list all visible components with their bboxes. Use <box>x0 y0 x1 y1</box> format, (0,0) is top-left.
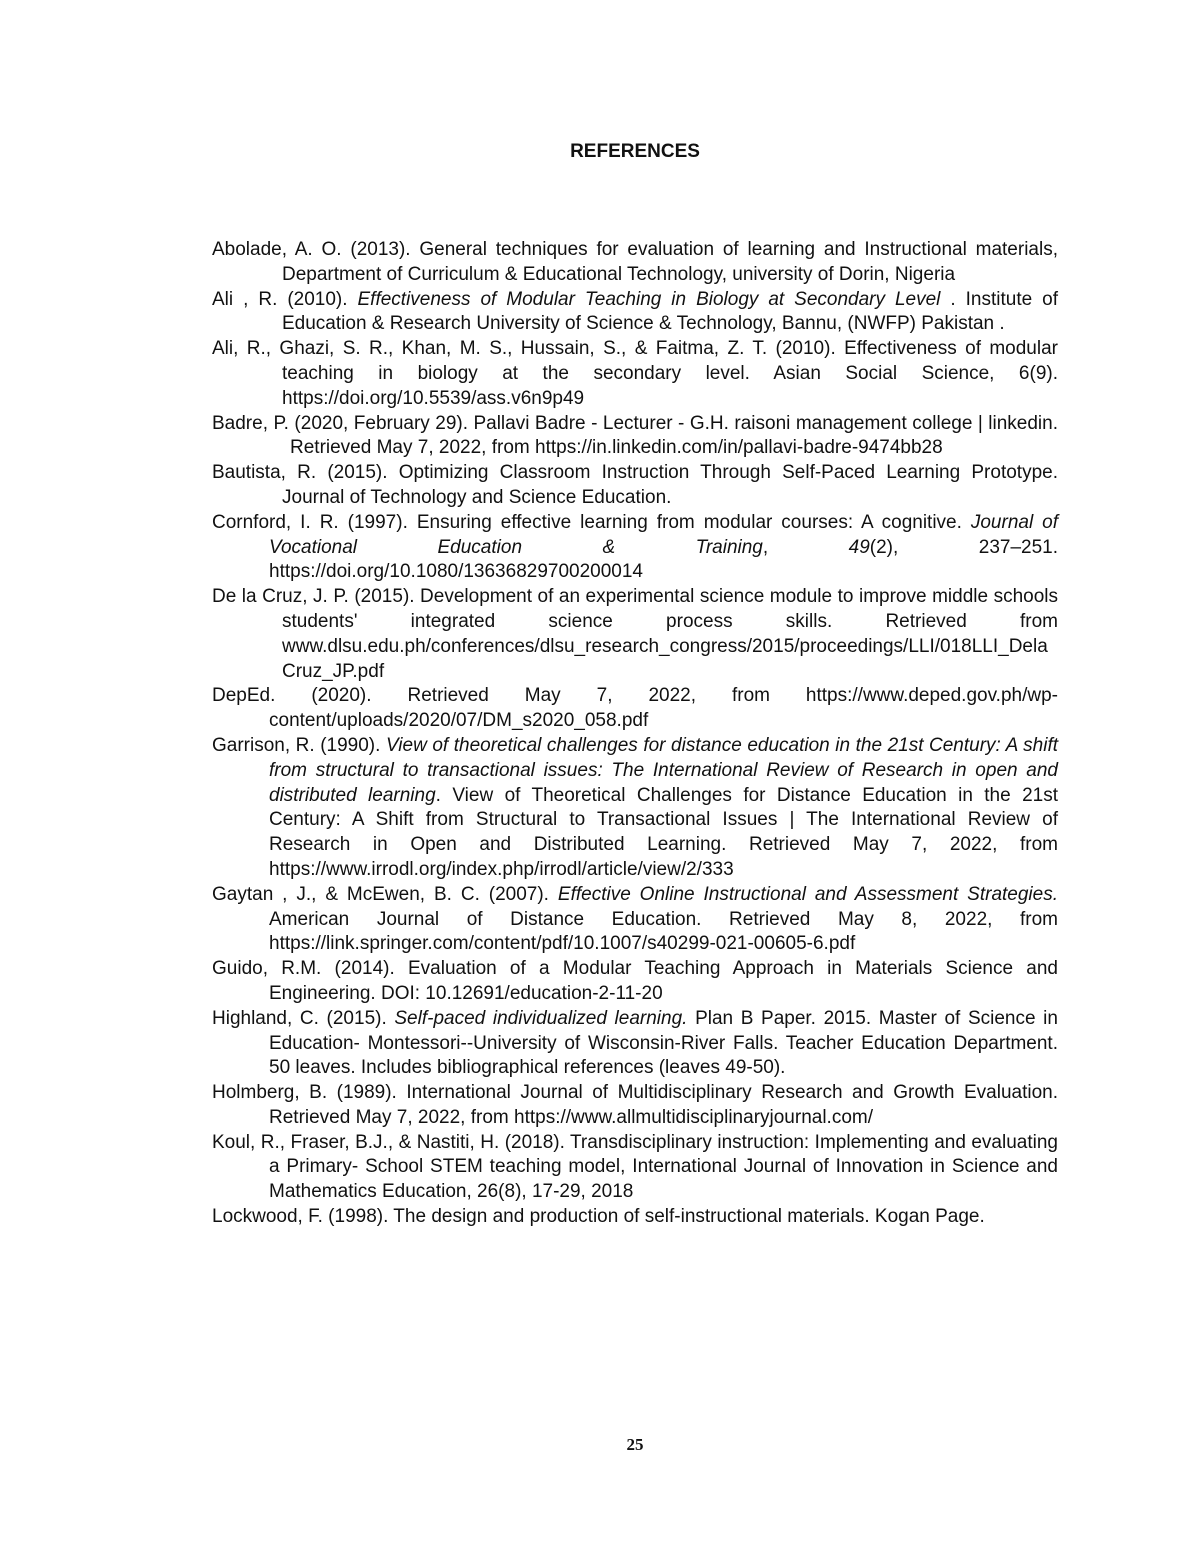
reference-entry: Bautista, R. (2015). Optimizing Classroom Instruction Through Self-Paced Learning Prototype. Journal of Technology and Science Education. <box>212 462 1058 508</box>
reference-entry: Holmberg, B. (1989). International Journal of Multidisciplinary Research and Growth Evaluation. Retrieved May 7, 2022, from https://www.allmultidisciplinaryjournal.com/ <box>212 1082 1058 1128</box>
reference-entry: Garrison, R. (1990). View of theoretical challenges for distance education in the 21st Century: A shift from structural to transactional issues: The International Review of Research in open and distributed learning. View of Theoretical Challenges for Distance Education in the 21st Century: A Shift from Structural to Transactional Issues | The International Review of Research in Open and Distributed Learning. Retrieved May 7, 2022, from https://www.irrodl.org/index.php/irrodl/article/view/2/333 <box>212 734 1059 880</box>
page-number: 25 <box>626 1435 644 1454</box>
reference-entry: Gaytan , J., & McEwen, B. C. (2007). Effective Online Instructional and Assessment Strategies. American Journal of Distance Education. Retrieved May 8, 2022, from https://link.springer.com/content/pdf/10.1007/s40299-021-00605-6.pdf <box>212 883 1058 955</box>
reference-entry: Guido, R.M. (2014). Evaluation of a Modular Teaching Approach in Materials Science and Engineering. DOI: 10.12691/education-2-11-20 <box>212 958 1058 1004</box>
reference-entry: Ali, R., Ghazi, S. R., Khan, M. S., Hussain, S., & Faitma, Z. T. (2010). Effectiveness of modular teaching in biology at the secondary level. Asian Social Science, 6(9). https://doi.org/10.5539/ass.v6n9p49 <box>212 338 1058 409</box>
reference-entry: De la Cruz, J. P. (2015). Development of an experimental science module to improve middle schools students' integrated science process skills. Retrieved from www.dlsu.edu.ph/conferences/dlsu_research_congress/2015/proceedings/LLI/018LLI_DelaCruz_JP.pdf <box>212 586 1058 682</box>
reference-entry: DepEd. (2020). Retrieved May 7, 2022, from https://www.deped.gov.ph/wp-content/uploads/2020/07/DM_s2020_058.pdf <box>212 685 1058 732</box>
reference-entry: Cornford, I. R. (1997). Ensuring effective learning from modular courses: A cognitive. Journal of Vocational Education & Training, 49(2), 237–251. https://doi.org/10.1080/13636829700200014 <box>212 511 1059 583</box>
page-title: REFERENCES <box>570 141 700 162</box>
reference-entry: Badre, P. (2020, February 29). Pallavi Badre - Lecturer - G.H. raisoni management college | linkedin. Retrieved May 7, 2022, from https://in.linkedin.com/in/pallavi-badre-9474bb28 <box>212 412 1058 459</box>
reference-entry: Ali , R. (2010). Effectiveness of Modular Teaching in Biology at Secondary Level . Institute of Education & Research University of Science & Technology, Bannu, (NWFP) Pakistan . <box>212 288 1059 335</box>
reference-entry: Abolade, A. O. (2013). General techniques for evaluation of learning and Instructional materials, Department of Curriculum & Educational Technology, university of Dorin, Nigeria <box>212 239 1058 285</box>
reference-entry: Highland, C. (2015). Self-paced individualized learning. Plan B Paper. 2015. Master of Science in Education- Montessori--University of Wisconsin-River Falls. Teacher Education Department. 50 leaves. Includes bibliographical references (leaves 49-50). <box>212 1007 1058 1079</box>
reference-entry: Koul, R., Fraser, B.J., & Nastiti, H. (2018). Transdisciplinary instruction: Implementing and evaluating a Primary- School STEM teaching model, International Journal of Innovation in Science and Mathematics Education, 26(8), 17-29, 2018 <box>212 1131 1058 1203</box>
reference-entry: Lockwood, F. (1998). The design and production of self-instructional materials. Kogan Page. <box>212 1206 985 1228</box>
reference-list <box>212 238 1058 1230</box>
